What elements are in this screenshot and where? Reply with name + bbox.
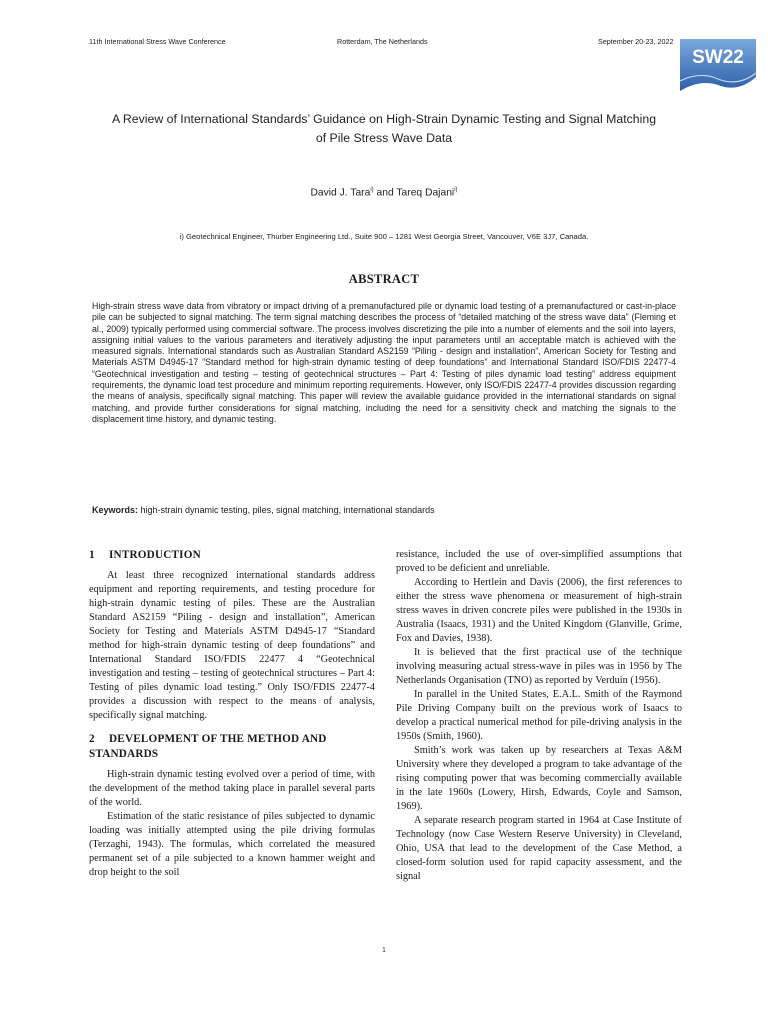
keywords-label: Keywords: [92, 505, 139, 515]
running-header-location: Rotterdam, The Netherlands [337, 37, 428, 46]
left-column [89, 548, 375, 880]
paragraph: Smith’s work was taken up by researchers at Texas A&M University where they developed a program to take advantage of the rising computing power that was becoming commercially available in the late 1960s (Lowery, Hirsh, Edwards, Coyle and Samson, 1969). [396, 745, 682, 812]
paragraph: High-strain dynamic testing evolved over a period of time, with the development of the method taking place in parallel several parts of the world. [89, 769, 375, 808]
paper-title: A Review of International Standards’ Guidance on High-Strain Dynamic Testing and Signal Matching of Pile Stress Wave Data [111, 112, 657, 145]
author-1-affil-mark: i) [370, 187, 374, 193]
paragraph: A separate research program started in 1964 at Case Institute of Technology (now Case Western Reserve University) in Cleveland, Ohio, USA that lead to the development of the Case Method, a closed-form solution used for rapid capacity assessment, and the signal [396, 815, 682, 882]
running-header-date: September 20-23, 2022 [598, 37, 674, 46]
section-heading-2: 2 DEVELOPMENT OF THE METHOD AND STANDARDS [89, 733, 327, 760]
author-2: Tareq Dajani [396, 187, 455, 199]
paragraph: According to Hertlein and Davis (2006), the first references to either the stress wave phenomena or measurement of high-strain stress waves in driven concrete piles were published in the 1930s in Australia (Isaacs, 1931) and the United Kingdom (Glanville, Grime, Fox and Davies, 1938). [396, 577, 682, 644]
conference-logo [678, 37, 758, 93]
section-heading-1: 1 INTRODUCTION [89, 549, 201, 561]
author-line: David J. Tara$^{i)}$ and Tareq Dajani$^{i)}$ [310, 187, 458, 199]
right-column [396, 548, 682, 884]
paragraph: resistance, included the use of over-simplified assumptions that proved to be deficient and unreliable. [396, 549, 682, 574]
paragraph: Estimation of the static resistance of piles subjected to dynamic loading was initially attempted using the pile driving formulas (Terzaghi, 1943). The formulas, which correlated the measured permanent set of a pile subjected to a known hammer weight and drop height to the soil [89, 811, 375, 878]
logo-text: SW22 [692, 47, 744, 68]
keywords [92, 505, 676, 515]
paragraph: It is believed that the first practical use of the technique involving measuring actual stress-wave in piles was in 1956 by The Netherlands Organisation (TNO) as reported by Verduin (1956). [396, 647, 682, 686]
paragraph: At least three recognized international standards address equipment and reporting requirements, and testing procedure for high-strain dynamic testing of piles. These are the Australian Standard AS2159 “Piling - design and installation”, American Society for Testing and Materials ASTM D4945-17 “Standard method for high-strain dynamic testing of deep foundations” and International Standard ISO/FDIS 22477 4 “Geotechnical investigation and testing – testing of geotechnical structures – Part 4: Testing of piles dynamic load testing.” Only ISO/FDIS 22477-4 provides a discussion with respect to the means of analysis, specifically signal matching. [89, 570, 375, 721]
abstract-text: High-strain stress wave data from vibratory or impact driving of a premanufactured pile or dynamic load testing of a premanufactured or cast-in-place pile can be subjected to signal matching. The term signal matching describes the process of “detailed matching of the stress wave data” (Fleming et al., 2009) typically performed using commercial software. The process involves discretizing the pile into a number of elements and the soil into layers, assigning initial values to the various parameters and iteratively adjusting the input parameters until an acceptable match is achieved with the measured signals. International standards such as Australian Standard AS2159 “Piling - design and installation”, American Society for Testing and Materials ASTM D4945-17 “Standard method for high-strain dynamic testing of deep foundations” and International Standard ISO/FDIS 22477-4 “Geotechnical investigation and testing – testing of geotechnical structures – Part 4: Testing of piles dynamic load testing” address equipment requirements, the dynamic load test procedure and minimum reporting requirements. However, only ISO/FDIS 22477-4 provides discussion regarding the means of analysis, specifically signal matching. This paper will review the available guidance provided in the international standards on signal matching, and provide further considerations for signal matching, including the need for a sensitivity check and matching the signals to the displacement time history, and dynamic testing. [92, 301, 676, 424]
running-header-conference: 11th International Stress Wave Conference [89, 37, 226, 46]
affiliation: i) Geotechnical Engineer, Thurber Engineering Ltd., Suite 900 – 1281 West Georgia Street, Vancouver, V6E 3J7, Canada. [179, 232, 589, 241]
keywords-text: high-strain dynamic testing, piles, signal matching, international standards [138, 505, 435, 515]
author-1: David J. Tara [310, 187, 371, 199]
abstract-heading: ABSTRACT [348, 272, 420, 286]
author-2-affil-mark: i) [454, 187, 458, 193]
paragraph: In parallel in the United States, E.A.L. Smith of the Raymond Pile Driving Company built on the previous work of Isaacs to develop a practical numerical method for pile-driving analysis in the 1950s (Smith, 1960). [396, 689, 682, 742]
page-number: 1 [382, 947, 386, 954]
